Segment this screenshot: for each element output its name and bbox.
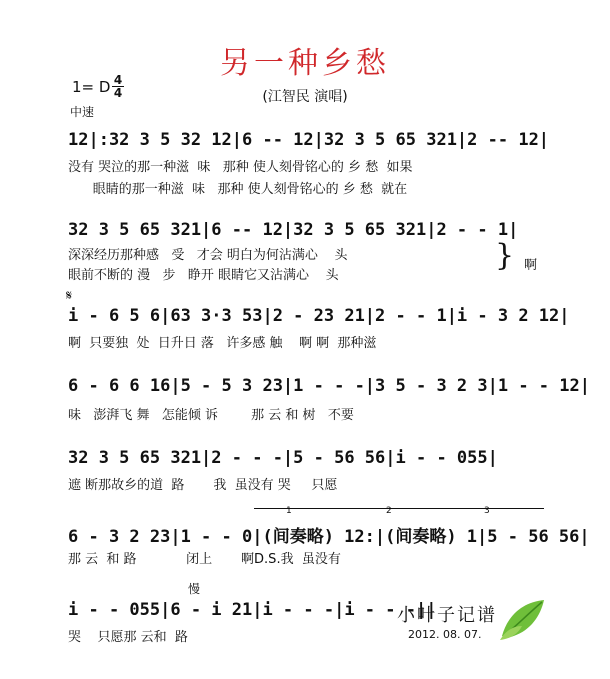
brace-lyric: 啊 bbox=[524, 258, 538, 273]
lyric-row-6: 那 云 和 路 闭上 啊D.S.我 虽没有 bbox=[68, 552, 341, 567]
notation-row-2: 32 3 5 65 321|6 -- 12|32 3 5 65 321|2 - - 1| bbox=[68, 220, 519, 240]
notation-row-7: i - - 055|6 - i 21|i - - -|i - - -|| bbox=[68, 600, 437, 620]
lyric-row-1a: 没有 哭泣的那一种滋 味 那种 使人刻骨铭心的 乡 愁 如果 bbox=[68, 160, 413, 175]
lyric-row-5: 遮 断那故乡的道 路 我 虽没有 哭 只愿 bbox=[68, 478, 338, 493]
notation-row-5: 32 3 5 65 321|2 - - -|5 - 56 56|i - - 055| bbox=[68, 448, 498, 468]
singer-credit: (江智民 演唱) bbox=[262, 89, 348, 105]
notation-row-3: i - 6 5 6|63 3·3 53|2 - 23 21|2 - - 1|i - 3 2 12| bbox=[68, 306, 570, 326]
time-signature bbox=[112, 74, 124, 99]
lyric-row-2a: 深深经历那种感 受 才会 明白为何沾满心 头 bbox=[68, 248, 348, 263]
lyric-row-4: 味 澎湃飞 舞 怎能倾 诉 那 云 和 树 不要 bbox=[68, 408, 354, 423]
time-bottom: 4 bbox=[113, 86, 123, 100]
notation-row-6: 6 - 3 2 23|1 - - 0|(间奏略) 12:|(间奏略) 1|5 - 56 56| bbox=[68, 527, 590, 547]
volta-3-label: 3 bbox=[484, 506, 490, 516]
time-top: 4 bbox=[113, 73, 123, 87]
notation-row-4: 6 - 6 6 16|5 - 5 3 23|1 - - -|3 5 - 3 2 3|1 - - 12| bbox=[68, 376, 590, 396]
volta-bracket bbox=[254, 508, 544, 519]
segno-icon: 𝄋 bbox=[66, 288, 73, 304]
song-title: 另一种乡愁 bbox=[220, 46, 390, 81]
lyric-row-2b: 眼前不断的 漫 步 睁开 眼睛它又沾满心 头 bbox=[68, 268, 339, 283]
brace-mark: } bbox=[495, 238, 515, 273]
volta-1-label: 1 bbox=[286, 506, 292, 516]
volta-2-label: 2 bbox=[386, 506, 392, 516]
leaf-icon bbox=[498, 596, 548, 642]
tempo-marking: 中速 bbox=[70, 105, 95, 119]
key-signature: 1= D bbox=[72, 78, 111, 96]
lyric-row-3: 啊 只要独 处 日升日 落 许多感 触 啊 啊 那种滋 bbox=[68, 336, 377, 351]
transcriber-name: 小叶子记谱 bbox=[397, 605, 497, 626]
lyric-row-7: 哭 只愿那 云和 路 bbox=[68, 630, 188, 645]
notation-row-1: 12|:32 3 5 32 12|6 -- 12|32 3 5 65 321|2 -- 12| bbox=[68, 130, 550, 150]
transcription-date: 2012. 08. 07. bbox=[408, 628, 482, 641]
lyric-row-1b: 眼睛的那一种滋 味 那种 使人刻骨铭心的 乡 愁 就在 bbox=[68, 182, 408, 197]
tempo-slow-marking: 慢 bbox=[188, 582, 201, 596]
